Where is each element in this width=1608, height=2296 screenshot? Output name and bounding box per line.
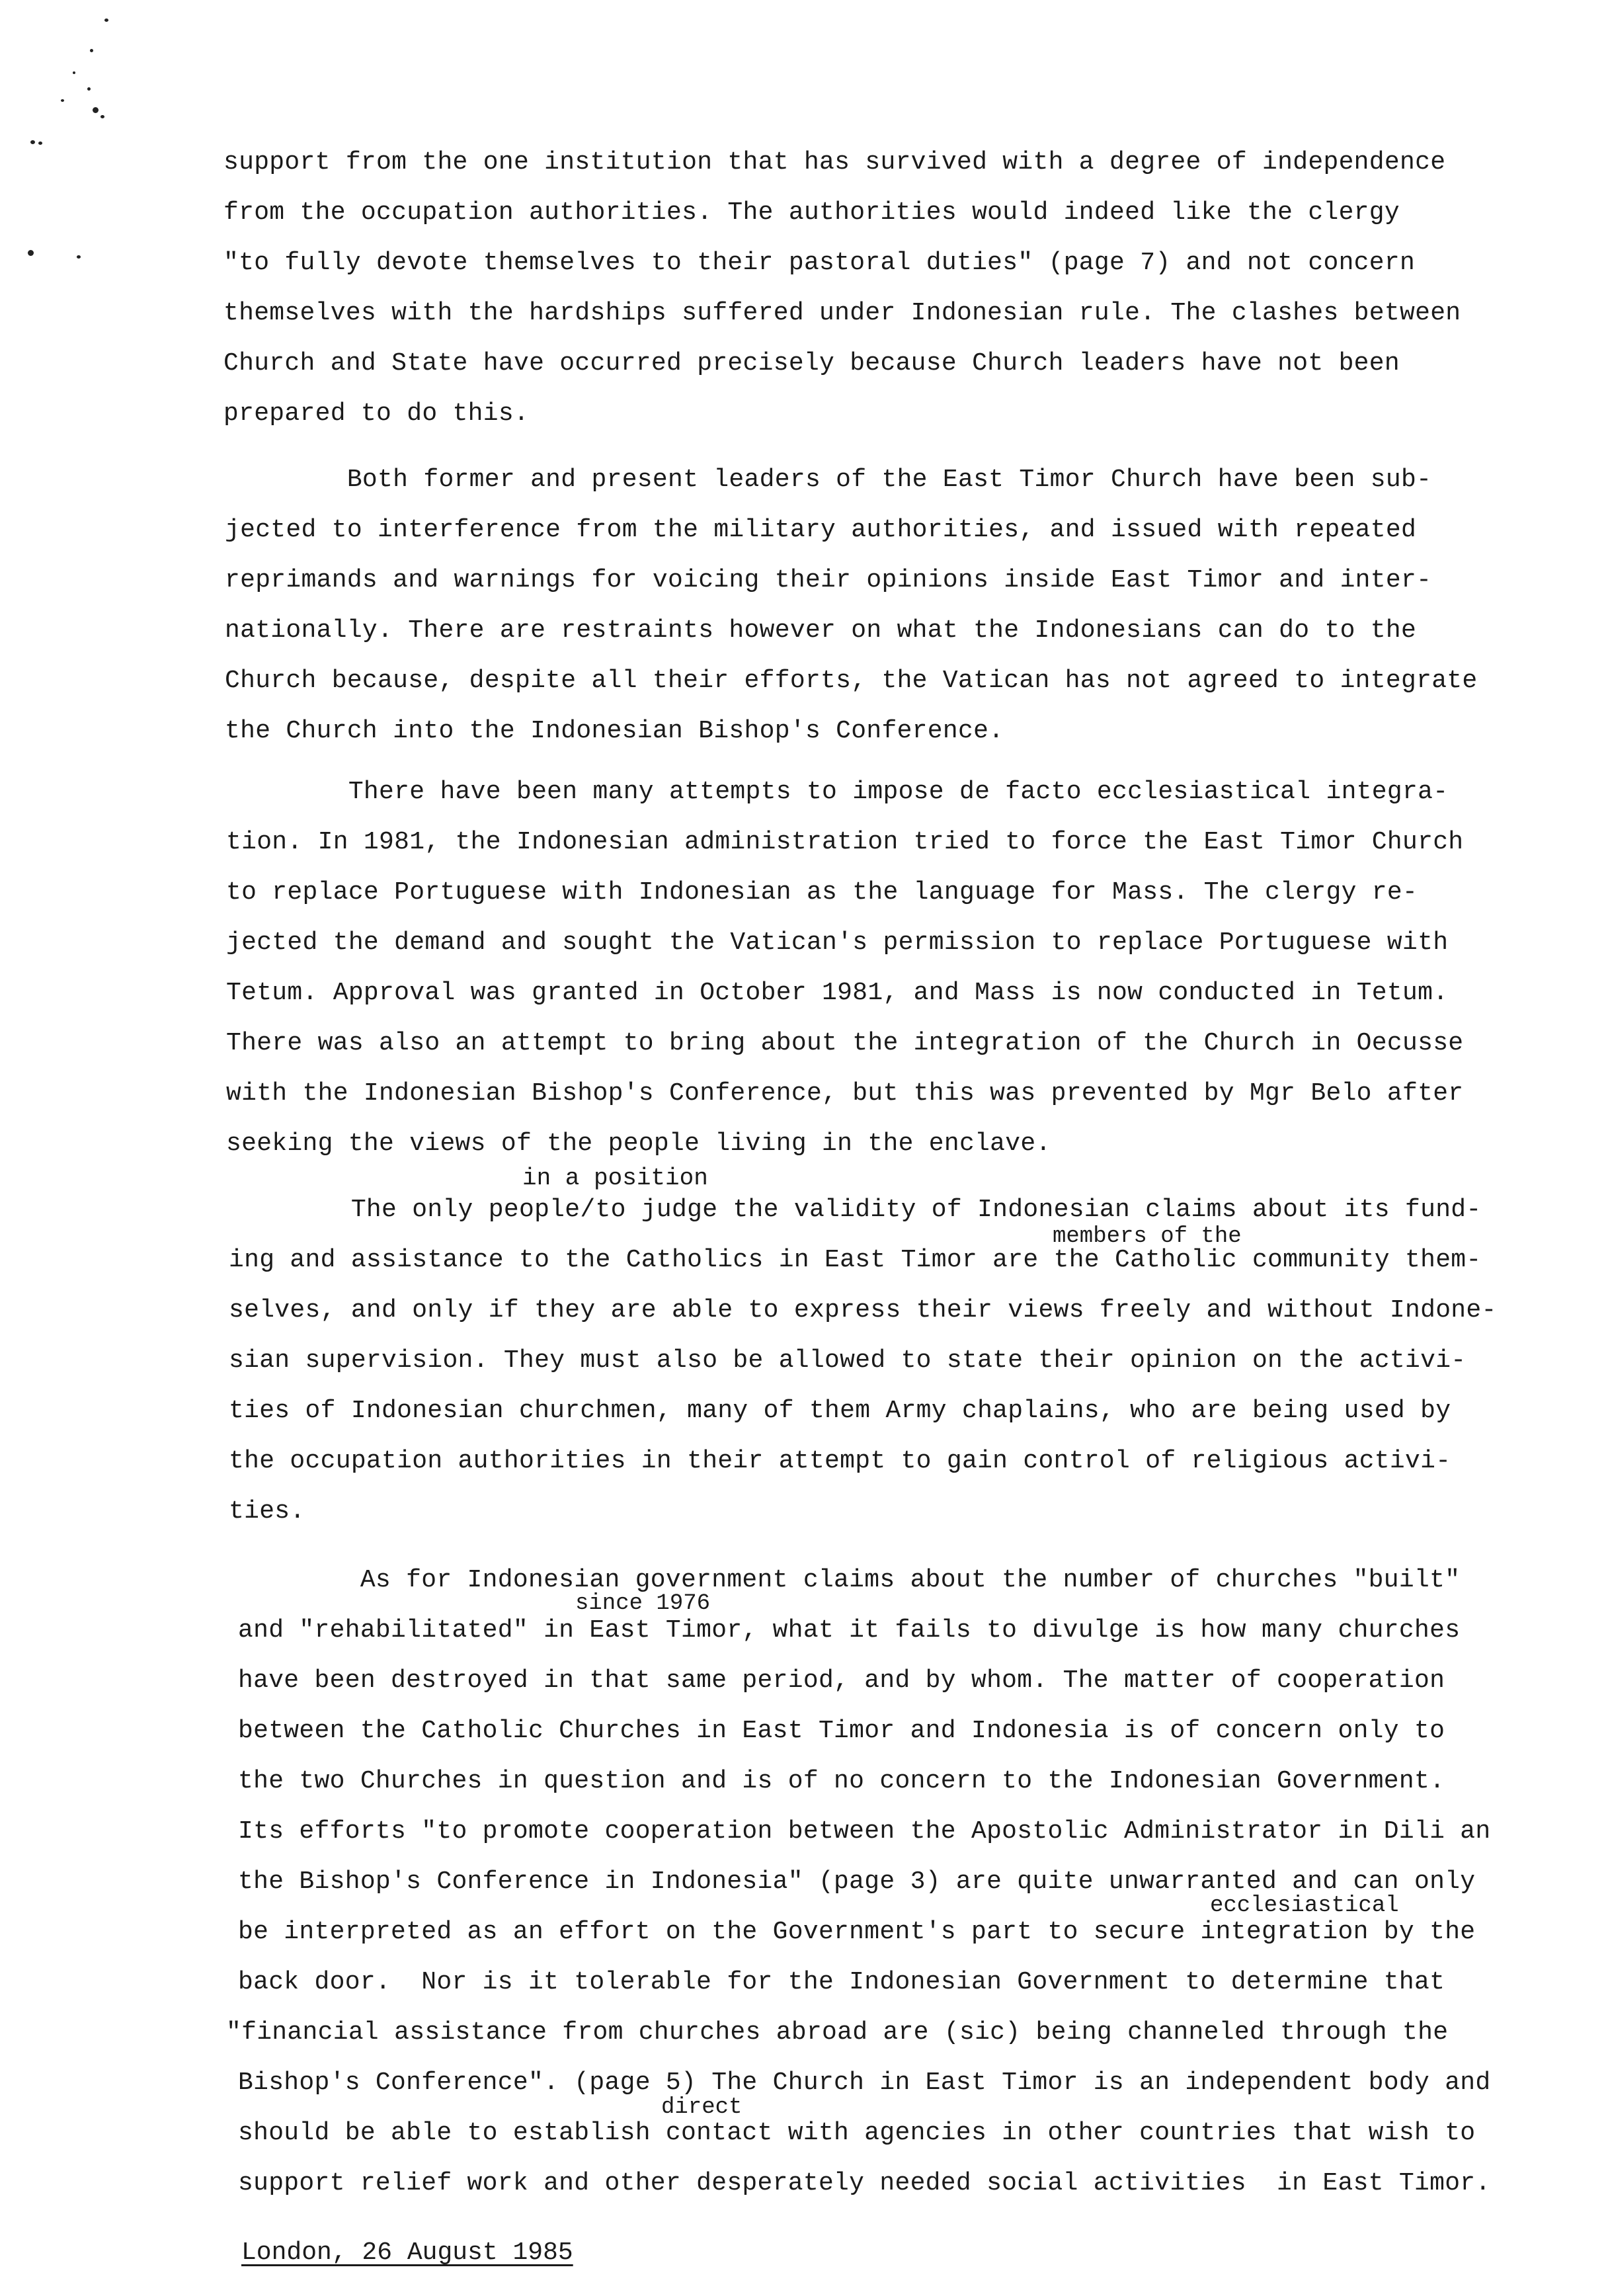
text-line: be interpreted as an effort on the Government's part to secure integration by the — [238, 1918, 1476, 1946]
text-line: ties of Indonesian churchmen, many of them Army chaplains, who are being used by — [229, 1397, 1451, 1425]
text-line: The only people/to judge the validity of Indonesian claims about its fund- — [229, 1196, 1482, 1224]
text-line: back door. Nor is it tolerable for the Indonesian Government to determine that — [238, 1968, 1445, 1996]
text-line: Bishop's Conference". (page 5) The Church in East Timor is an independent body and — [238, 2069, 1491, 2097]
text-line: the Church into the Indonesian Bishop's Conference. — [225, 717, 1004, 745]
text-line: selves, and only if they are able to express their views freely and without Indone- — [229, 1296, 1497, 1325]
text-line: tion. In 1981, the Indonesian administration tried to force the East Timor Church — [226, 828, 1464, 856]
text-line: prepared to do this. — [223, 399, 530, 428]
text-line: support from the one institution that has survived with a degree of independence — [223, 148, 1446, 177]
annotation-members-of-the: members of the — [1053, 1224, 1242, 1249]
text-line: ties. — [229, 1497, 305, 1526]
text-line: "financial assistance from churches abroad are (sic) being channeled through the — [226, 2018, 1449, 2047]
text-line: Church and State have occurred precisely because Church leaders have not been — [223, 349, 1400, 378]
text-line: "to fully devote themselves to their pastoral duties" (page 7) and not concern — [223, 249, 1416, 277]
annotation-since-1976: since 1976 — [575, 1591, 711, 1616]
text-line: There have been many attempts to impose de facto ecclesiastical integra- — [226, 778, 1449, 806]
text-line: and "rehabilitated" in East Timor, what it fails to divulge is how many churches — [238, 1616, 1461, 1645]
text-line: the Bishop's Conference in Indonesia" (page 3) are quite unwarranted and can only — [238, 1867, 1476, 1896]
text-line: reprimands and warnings for voicing their opinions inside East Timor and inter- — [225, 566, 1432, 594]
annotation-direct: direct — [661, 2095, 743, 2120]
text-line: nationally. There are restraints however on what the Indonesians can do to the — [225, 616, 1417, 645]
date-line: London, 26 August 1985 — [241, 2238, 573, 2267]
annotation-in-a-position: in a position — [522, 1165, 708, 1192]
text-line: the two Churches in question and is of no concern to the Indonesian Government. — [238, 1767, 1445, 1795]
text-line: As for Indonesian government claims about the number of churches "built" — [238, 1566, 1461, 1594]
text-line: seeking the views of the people living in the enclave. — [226, 1129, 1051, 1158]
text-line: jected to interference from the military authorities, and issued with repeated — [225, 516, 1417, 544]
text-line: should be able to establish contact with agencies in other countries that wish to — [238, 2119, 1476, 2147]
text-line: sian supervision. They must also be allowed to state their opinion on the activi- — [229, 1346, 1467, 1375]
text-line: with the Indonesian Bishop's Conference, but this was prevented by Mgr Belo after — [226, 1079, 1464, 1108]
text-line: themselves with the hardships suffered under Indonesian rule. The clashes between — [223, 299, 1461, 327]
text-line: between the Catholic Churches in East Timor and Indonesia is of concern only to — [238, 1717, 1445, 1745]
text-line: the occupation authorities in their attempt to gain control of religious activi- — [229, 1447, 1451, 1475]
text-line: There was also an attempt to bring about the integration of the Church in Oecusse — [226, 1029, 1464, 1057]
text-line: to replace Portuguese with Indonesian as the language for Mass. The clergy re- — [226, 878, 1418, 907]
text-line: ing and assistance to the Catholics in East Timor are the Catholic community them- — [229, 1246, 1482, 1274]
text-line: have been destroyed in that same period, and by whom. The matter of cooperation — [238, 1666, 1445, 1695]
text-line: jected the demand and sought the Vatican's permission to replace Portuguese with — [226, 928, 1449, 957]
text-line: Church because, despite all their efforts, the Vatican has not agreed to integrate — [225, 667, 1478, 695]
text-line: Tetum. Approval was granted in October 1981, and Mass is now conducted in Tetum. — [226, 979, 1449, 1007]
text-line: from the occupation authorities. The authorities would indeed like the clergy — [223, 198, 1400, 227]
text-line: support relief work and other desperately needed social activities in East Timor. — [238, 2169, 1491, 2197]
text-line: Both former and present leaders of the East Timor Church have been sub- — [225, 466, 1432, 494]
text-line: Its efforts "to promote cooperation between the Apostolic Administrator in Dili an — [238, 1817, 1491, 1846]
annotation-ecclesiastical: ecclesiastical — [1210, 1893, 1399, 1918]
